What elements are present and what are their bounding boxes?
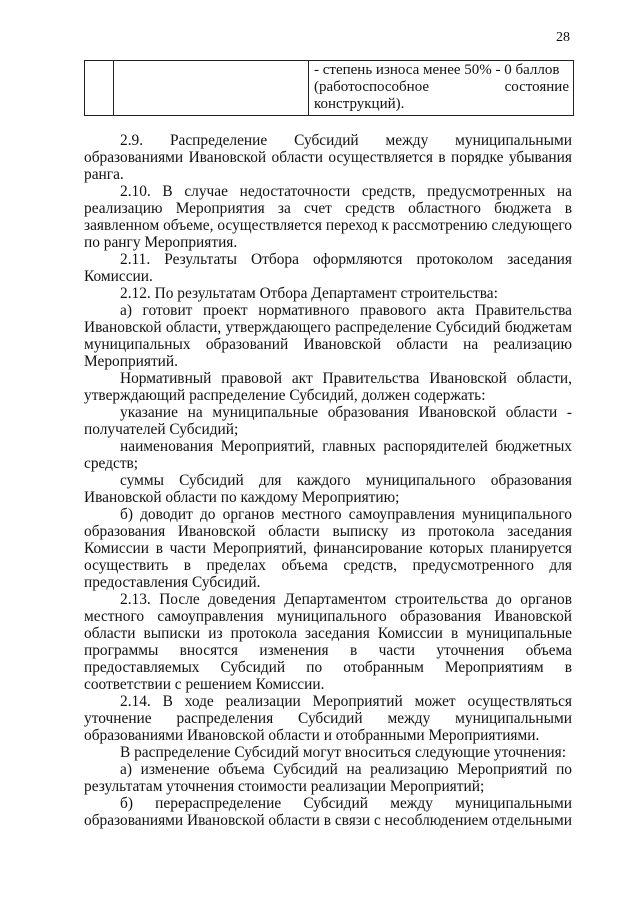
paragraph-2-12: 2.12. По результатам Отбора Департамент строительства: — [120, 285, 498, 302]
paragraph-2-12-a: а) готовит проект нормативного правового акта Правительства Ивановской области, утверждающего распределение Субсидий бюджетам муниципальных образований Ивановской области на реализацию Мероприятий. — [84, 302, 572, 370]
document-body — [84, 132, 572, 829]
table-cell-line: - степень износа менее 50% - 0 баллов — [314, 62, 560, 78]
criteria-table-fragment — [84, 60, 574, 116]
table-cell-number — [85, 61, 114, 116]
table-cell-line: (работоспособное состояние — [314, 79, 569, 95]
table-cell-line: конструкций). — [314, 96, 405, 112]
paragraph-2-13: 2.13. После доведения Департаментом строительства до органов местного самоуправления муниципального образования Ивановской области выписки из протокола заседания Комиссии в муниципальные программы вносятся изменения в части уточнения объема предоставляемых Субсидий по отобранным Мероприятиям в соответствии с решением Комиссии. — [84, 591, 572, 693]
table-cell-score — [309, 61, 574, 116]
table-row — [85, 61, 574, 116]
paragraph-recipients: указание на муниципальные образования Ивановской области - получателей Субсидий; — [84, 404, 572, 438]
paragraph-2-14: 2.14. В ходе реализации Мероприятий может осуществляться уточнение распределения Субсидий между муниципальными образованиями Ивановской области и отобранными Мероприятиями. — [84, 693, 572, 744]
paragraph-adjustments-intro: В распределение Субсидий могут вноситься следующие уточнения: — [120, 744, 567, 761]
table-cell-criterion — [114, 61, 309, 116]
paragraph-2-9: 2.9. Распределение Субсидий между муниципальными образованиями Ивановской области осуществляется в порядке убывания ранга. — [84, 132, 572, 183]
paragraph-measures-names: наименования Мероприятий, главных распорядителей бюджетных средств; — [84, 438, 572, 472]
paragraph-2-11: 2.11. Результаты Отбора оформляются протоколом заседания Комиссии. — [84, 251, 572, 285]
paragraph-subsidy-sums: суммы Субсидий для каждого муниципального образования Ивановской области по каждому Мероприятию; — [84, 472, 572, 506]
paragraph-2-12-b: б) доводит до органов местного самоуправления муниципального образования Ивановской области выписку из протокола заседания Комиссии в части Мероприятий, финансирование которых планируется осуществить в пределах объема средств, предусмотренного для предоставления Субсидий. — [84, 506, 572, 591]
paragraph-adjustment-b: б) перераспределение Субсидий между муниципальными образованиями Ивановской области в связи с несоблюдением отдельными — [84, 795, 572, 829]
paragraph-normative-act: Нормативный правовой акт Правительства Ивановской области, утверждающий распределение Субсидий, должен содержать: — [84, 370, 572, 404]
paragraph-2-10: 2.10. В случае недостаточности средств, предусмотренных на реализацию Мероприятия за счет средств областного бюджета в заявленном объеме, осуществляется переход к рассмотрению следующего по рангу Мероприятия. — [84, 183, 572, 251]
paragraph-adjustment-a: а) изменение объема Субсидий на реализацию Мероприятий по результатам уточнения стоимости реализации Мероприятий; — [84, 761, 572, 795]
page-number: 28 — [556, 30, 570, 45]
